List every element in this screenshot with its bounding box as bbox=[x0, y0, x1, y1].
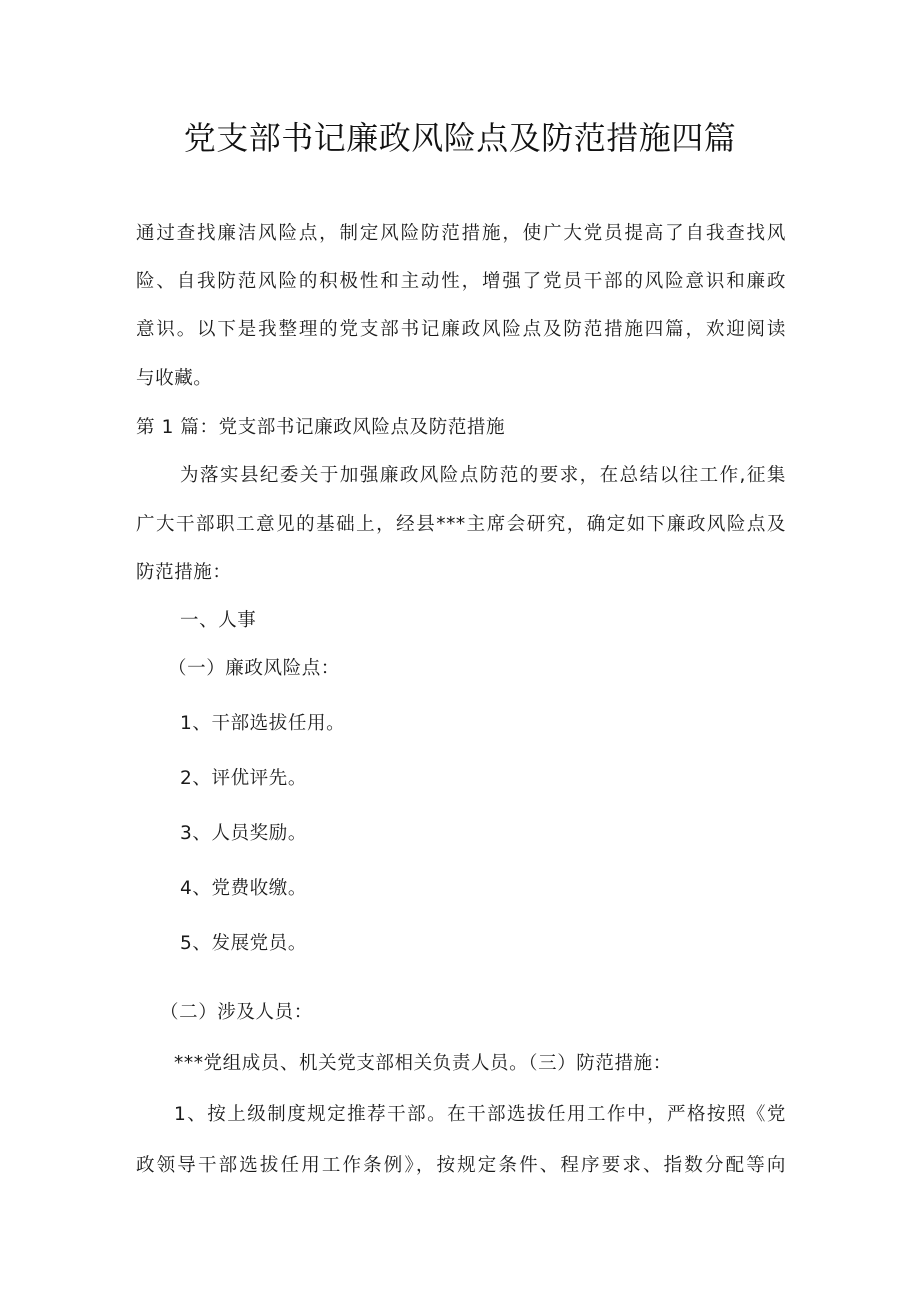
subheading-risk-points: （一）廉政风险点： bbox=[168, 658, 340, 679]
risk-item-2: 2、评优评先。 bbox=[180, 768, 307, 789]
risk-item-5: 5、发展党员。 bbox=[180, 933, 307, 954]
risk-item-4: 4、党费收缴。 bbox=[180, 878, 307, 899]
section-heading-1: 第 1 篇：党支部书记廉政风险点及防范措施 bbox=[136, 417, 506, 438]
risk-item-1: 1、干部选拔任用。 bbox=[180, 713, 346, 734]
intro-line-1: 通过查找廉洁风险点，制定风险防范措施，使广大党员提高了自我查找风 bbox=[136, 223, 786, 244]
para1-line-3: 防范措施： bbox=[136, 562, 232, 583]
measure1-line-1: 1、按上级制度规定推荐干部。在干部选拔任用工作中，严格按照《党 bbox=[174, 1104, 786, 1125]
people-involved-line: ***党组成员、机关党支部相关负责人员。（三）防范措施： bbox=[174, 1053, 672, 1074]
intro-line-4: 与收藏。 bbox=[136, 368, 213, 389]
para1-line-2: 广大干部职工意见的基础上，经县***主席会研究，确定如下廉政风险点及 bbox=[136, 514, 786, 535]
intro-line-3: 意识。以下是我整理的党支部书记廉政风险点及防范措施四篇，欢迎阅读 bbox=[136, 319, 786, 340]
para1-line-1: 为落实县纪委关于加强廉政风险点防范的要求，在总结以往工作,征集 bbox=[180, 465, 786, 486]
subheading-people-involved: （二）涉及人员： bbox=[160, 1002, 313, 1023]
document-title: 党支部书记廉政风险点及防范措施四篇 bbox=[183, 119, 737, 157]
intro-line-2: 险、自我防范风险的积极性和主动性，增强了党员干部的风险意识和廉政 bbox=[136, 271, 786, 292]
measure1-line-2: 政领导干部选拔任用工作条例》，按规定条件、程序要求、指数分配等向 bbox=[136, 1155, 786, 1176]
risk-item-3: 3、人员奖励。 bbox=[180, 823, 307, 844]
heading-personnel: 一、人事 bbox=[180, 610, 257, 631]
